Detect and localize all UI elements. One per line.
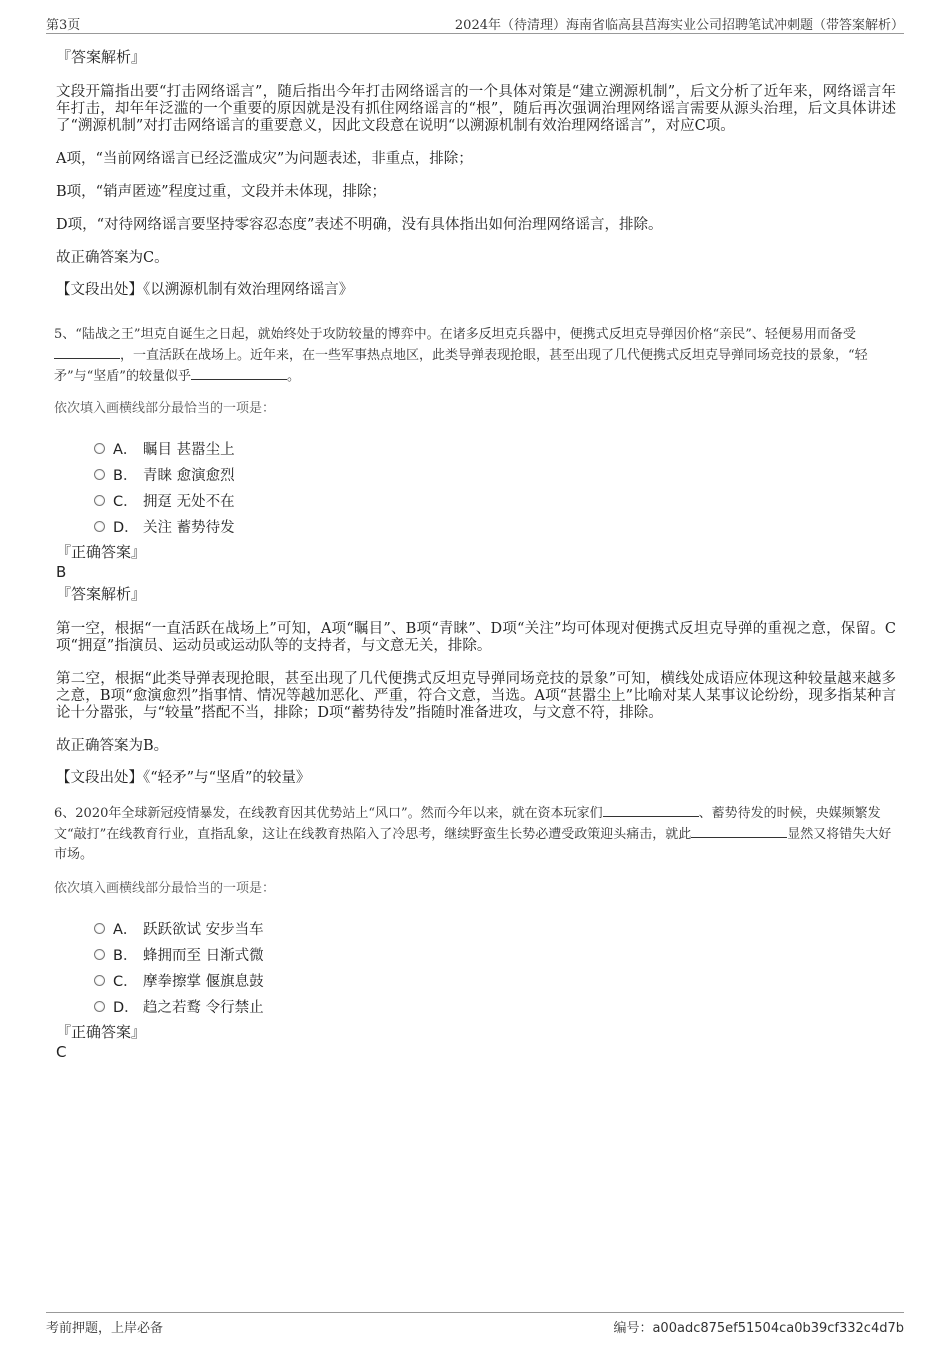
option-b[interactable]: B． 蜂拥而至 日渐式微 <box>94 941 896 967</box>
page-content <box>56 42 896 1061</box>
analysis-option-a: A项，“当前网络谣言已经泛滥成灾”为问题表述，非重点，排除； <box>56 151 473 167</box>
option-d[interactable]: D． 关注 蓄势待发 <box>94 513 896 539</box>
option-a[interactable]: A． 跃跃欲试 安步当车 <box>94 915 896 941</box>
question-6: 6、2020年全球新冠疫情暴发，在线教育因其优势站上“风口”。然而今年以来，就在资本玩家们 、蓄势待发的时候，央媒频繁发文“敲打”在线教育行业，直指乱象，这让在线教育热陷入了冷思考，继续野蛮生长势必遭受政策迎头痛击，就此 显然又将错失大好市场。 <box>54 803 896 865</box>
option-b[interactable]: B． 青睐 愈演愈烈 <box>94 461 896 487</box>
radio-button[interactable] <box>94 469 105 480</box>
options-list <box>94 915 896 1019</box>
radio-button[interactable] <box>94 1001 105 1012</box>
options-list <box>94 435 896 539</box>
radio-button[interactable] <box>94 949 105 960</box>
analysis-paragraph-2: 第二空，根据“此类导弹表现抢眼，甚至出现了几代便携式反坦克导弹同场竞技的景象”可知，横线处成语应体现这种较量越来越多之意，B项“愈演愈烈”指事情、情况等越加恶化、严重，符合文意，当选。A项“甚嚣尘上”比喻对某人某事议论纷纷，现多指某种言论十分嚣张，与“较量”搭配不当，排除；D项“蓄势待发”指随时准备进攻，与文意不符，排除。 <box>56 671 896 721</box>
correct-answer: B <box>56 563 67 581</box>
question-5: 5、“陆战之王”坦克自诞生之日起，就始终处于攻防较量的博弈中。在诸多反坦克兵器中，便携式反坦克导弹因价格“亲民”、轻便易用而备受，一直活跃在战场上。近年来，在一些军事热点地区，此类导弹表现抢眼，甚至出现了几代便携式反坦克导弹同场竞技的景象，“轻矛”与“坚盾”的较量似乎 。 <box>54 327 868 384</box>
answer-blank <box>603 803 699 817</box>
analysis-option-b: B项，“销声匿迹”程度过重，文段并未体现，排除； <box>56 184 386 200</box>
option-d[interactable]: D． 趋之若鹜 令行禁止 <box>94 993 896 1019</box>
radio-button[interactable] <box>94 521 105 532</box>
page-number: 第3页 <box>46 18 81 33</box>
analysis-paragraph-1: 第一空，根据“一直活跃在战场上”可知，A项“瞩目”、B项“青睐”、D项“关注”均可体现对便携式反坦克导弹的重视之意，保留。C项“拥趸”指演员、运动员或运动队等的支持者，与文意无关，排除。 <box>56 621 896 654</box>
question-prompt: 依次填入画横线部分最恰当的一项是： <box>54 881 276 896</box>
question-prompt: 依次填入画横线部分最恰当的一项是： <box>54 401 276 416</box>
radio-button[interactable] <box>94 975 105 986</box>
passage-source: 【文段出处】《以溯源机制有效治理网络谣言》 <box>56 282 354 298</box>
radio-button[interactable] <box>94 443 105 454</box>
passage-source: 【文段出处】《“轻矛”与“坚盾”的较量》 <box>56 770 311 786</box>
conclusion: 故正确答案为C。 <box>56 250 169 266</box>
page-header <box>46 12 904 34</box>
radio-button[interactable] <box>94 495 105 506</box>
document-code: 编号：a00adc875ef51504ca0b39cf332c4d7b <box>613 1321 904 1336</box>
analysis-label: 『答案解析』 <box>56 48 147 66</box>
analysis-option-d: D项，“对待网络谣言要坚持零容忍态度”表述不明确，没有具体指出如何治理网络谣言，排除。 <box>56 217 663 233</box>
analysis-paragraph: 文段开篇指出要“打击网络谣言”，随后指出今年打击网络谣言的一个具体对策是“建立溯源机制”，后文分析了近年来，网络谣言年年打击，却年年泛滥的一个重要的原因就是没有抓住网络谣言的“根”，随后再次强调治理网络谣言需要从源头治理，后文具体讲述了“溯源机制”对打击网络谣言的重要意义，因此文段意在说明“以溯源机制有效治理网络谣言”，对应C项。 <box>56 84 896 134</box>
document-title: 2024年（待清理）海南省临高县莒海实业公司招聘笔试冲刺题（带答案解析） <box>454 18 904 33</box>
option-c[interactable]: C． 拥趸 无处不在 <box>94 487 896 513</box>
radio-button[interactable] <box>94 923 105 934</box>
analysis-label: 『答案解析』 <box>56 585 147 603</box>
page-footer <box>46 1312 904 1338</box>
answer-blank <box>191 366 287 380</box>
footer-slogan: 考前押题，上岸必备 <box>46 1321 164 1336</box>
correct-answer-label: 『正确答案』 <box>56 1023 147 1041</box>
correct-answer-label: 『正确答案』 <box>56 543 147 561</box>
conclusion: 故正确答案为B。 <box>56 738 169 754</box>
correct-answer: C <box>56 1043 67 1061</box>
answer-blank <box>54 345 120 359</box>
option-c[interactable]: C． 摩拳擦掌 偃旗息鼓 <box>94 967 896 993</box>
option-a[interactable]: A． 瞩目 甚嚣尘上 <box>94 435 896 461</box>
answer-blank <box>691 824 787 838</box>
